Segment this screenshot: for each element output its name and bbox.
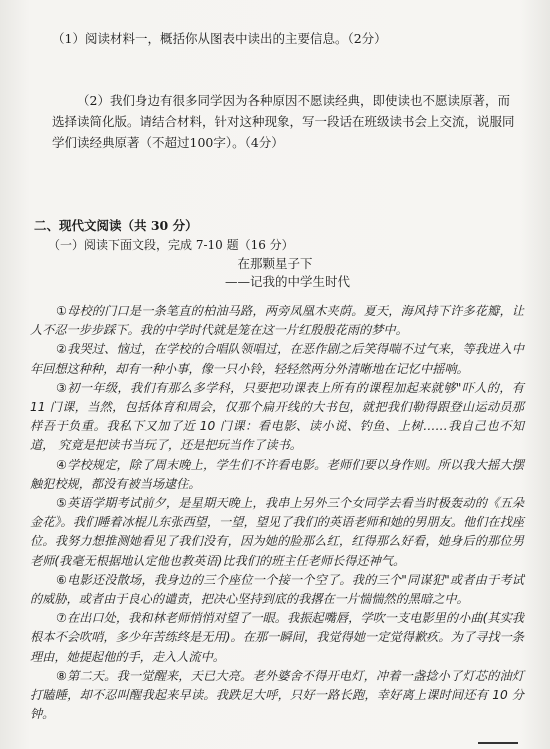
article-subtitle: ——记我的中学生时代 <box>225 274 351 289</box>
article-paragraph-2: ②我哭过、恼过，在学校的合唱队领唱过，在恶作剧之后笑得喘不过气来，等我进入中年回想这种种，却有一种小事，像一只小铃，轻轻然两分外清晰地在记忆中摇响。 <box>30 342 524 376</box>
article-paragraph-1: ①母校的门口是一条笔直的柏油马路，两旁凤凰木夹荫。夏天，海风持下许多花瓣，让人不忍一步步踩下。我的中学时代就是笼在这一片红殷殷花雨的梦中。 <box>30 304 524 338</box>
question-2: （2）我们身边有很多同学因为各种原因不愿读经典，即使读也不愿读原著，而选择读简化版。请结合材料，针对这种现象，写一段话在班级读书会上交流，说服同学们读经典原著（不超过100字）。（4分） <box>52 93 515 150</box>
section-subheading: （一）阅读下面文段，完成 7-10 题（16 分） <box>48 238 294 252</box>
article-paragraph-5: ⑤英语学期考试前夕，是星期天晚上，我串上另外三个女同学去看当时极轰动的《五朵金花》。我们睡着冰棍儿东张西望，一望，望见了我们的英语老师和她的男朋友。他们在找座位。我努力想推测她看见了我们没有，因为她的脸那么红，红得那么好看，她身后的那位男老师(我毫无根据地认定他也教英语)比我们的班主任老师长得还神气。 <box>30 496 524 568</box>
section-heading: 二、现代文阅读（共 30 分） <box>34 218 198 233</box>
article-paragraph-7: ⑦在出口处，我和林老师悄悄对望了一眼。我振起嘴唇，学吹一支电影里的小曲(其实我根本不会吹哨，多少年苦练终是无用)。在那一瞬间，我觉得她一定觉得歉疚。为了寻找一条理由，她提起他的手，走入人流中。 <box>30 611 524 664</box>
article-paragraph-6: ⑥电影还没散场，我身边的三个座位一个接一个空了。我的三个"同谋犯"或者由于考试的威胁，或者由于良心的谴责，把决心坚持到底的我撂在一片惴惴然的黑暗之中。 <box>30 572 524 607</box>
article-paragraph-3: ③初一年级，我们有那么多学科，只要把功课表上所有的课程加起来就够"吓人的，有 11 门课，当然，包括体育和周会，仅那个扁开线的大书包，就把我们勒得跟登山运动员那样吾于负重。我私下又加了近 10 门课：看电影、读小说、钓鱼、上树……我自己也不知道， 究竟是把读书当玩了，还是把玩当作了读书。 <box>30 380 524 453</box>
question-1: （1）阅读材料一，概括你从图表中读出的主要信息。（2分） <box>52 31 387 46</box>
page-edge-mark <box>478 742 518 744</box>
article-title: 在那颗星子下 <box>237 256 313 271</box>
article-body <box>30 302 524 724</box>
article-paragraph-8: ⑧第二天。我一觉醒来，天已大亮。老外婆舍不得开电灯，冲着一盏捻小了灯芯的油灯打瞌睡，却不忍叫醒我起来早读。我跌足大呼，只好一路长跑，幸好离上课时间还有 10 分钟。 <box>30 668 524 722</box>
article-paragraph-4: ④学校规定，除了周末晚上，学生们不许看电影。老师们要以身作则。所以我大摇大摆触犯校规，都没有被当场逮住。 <box>30 457 524 491</box>
